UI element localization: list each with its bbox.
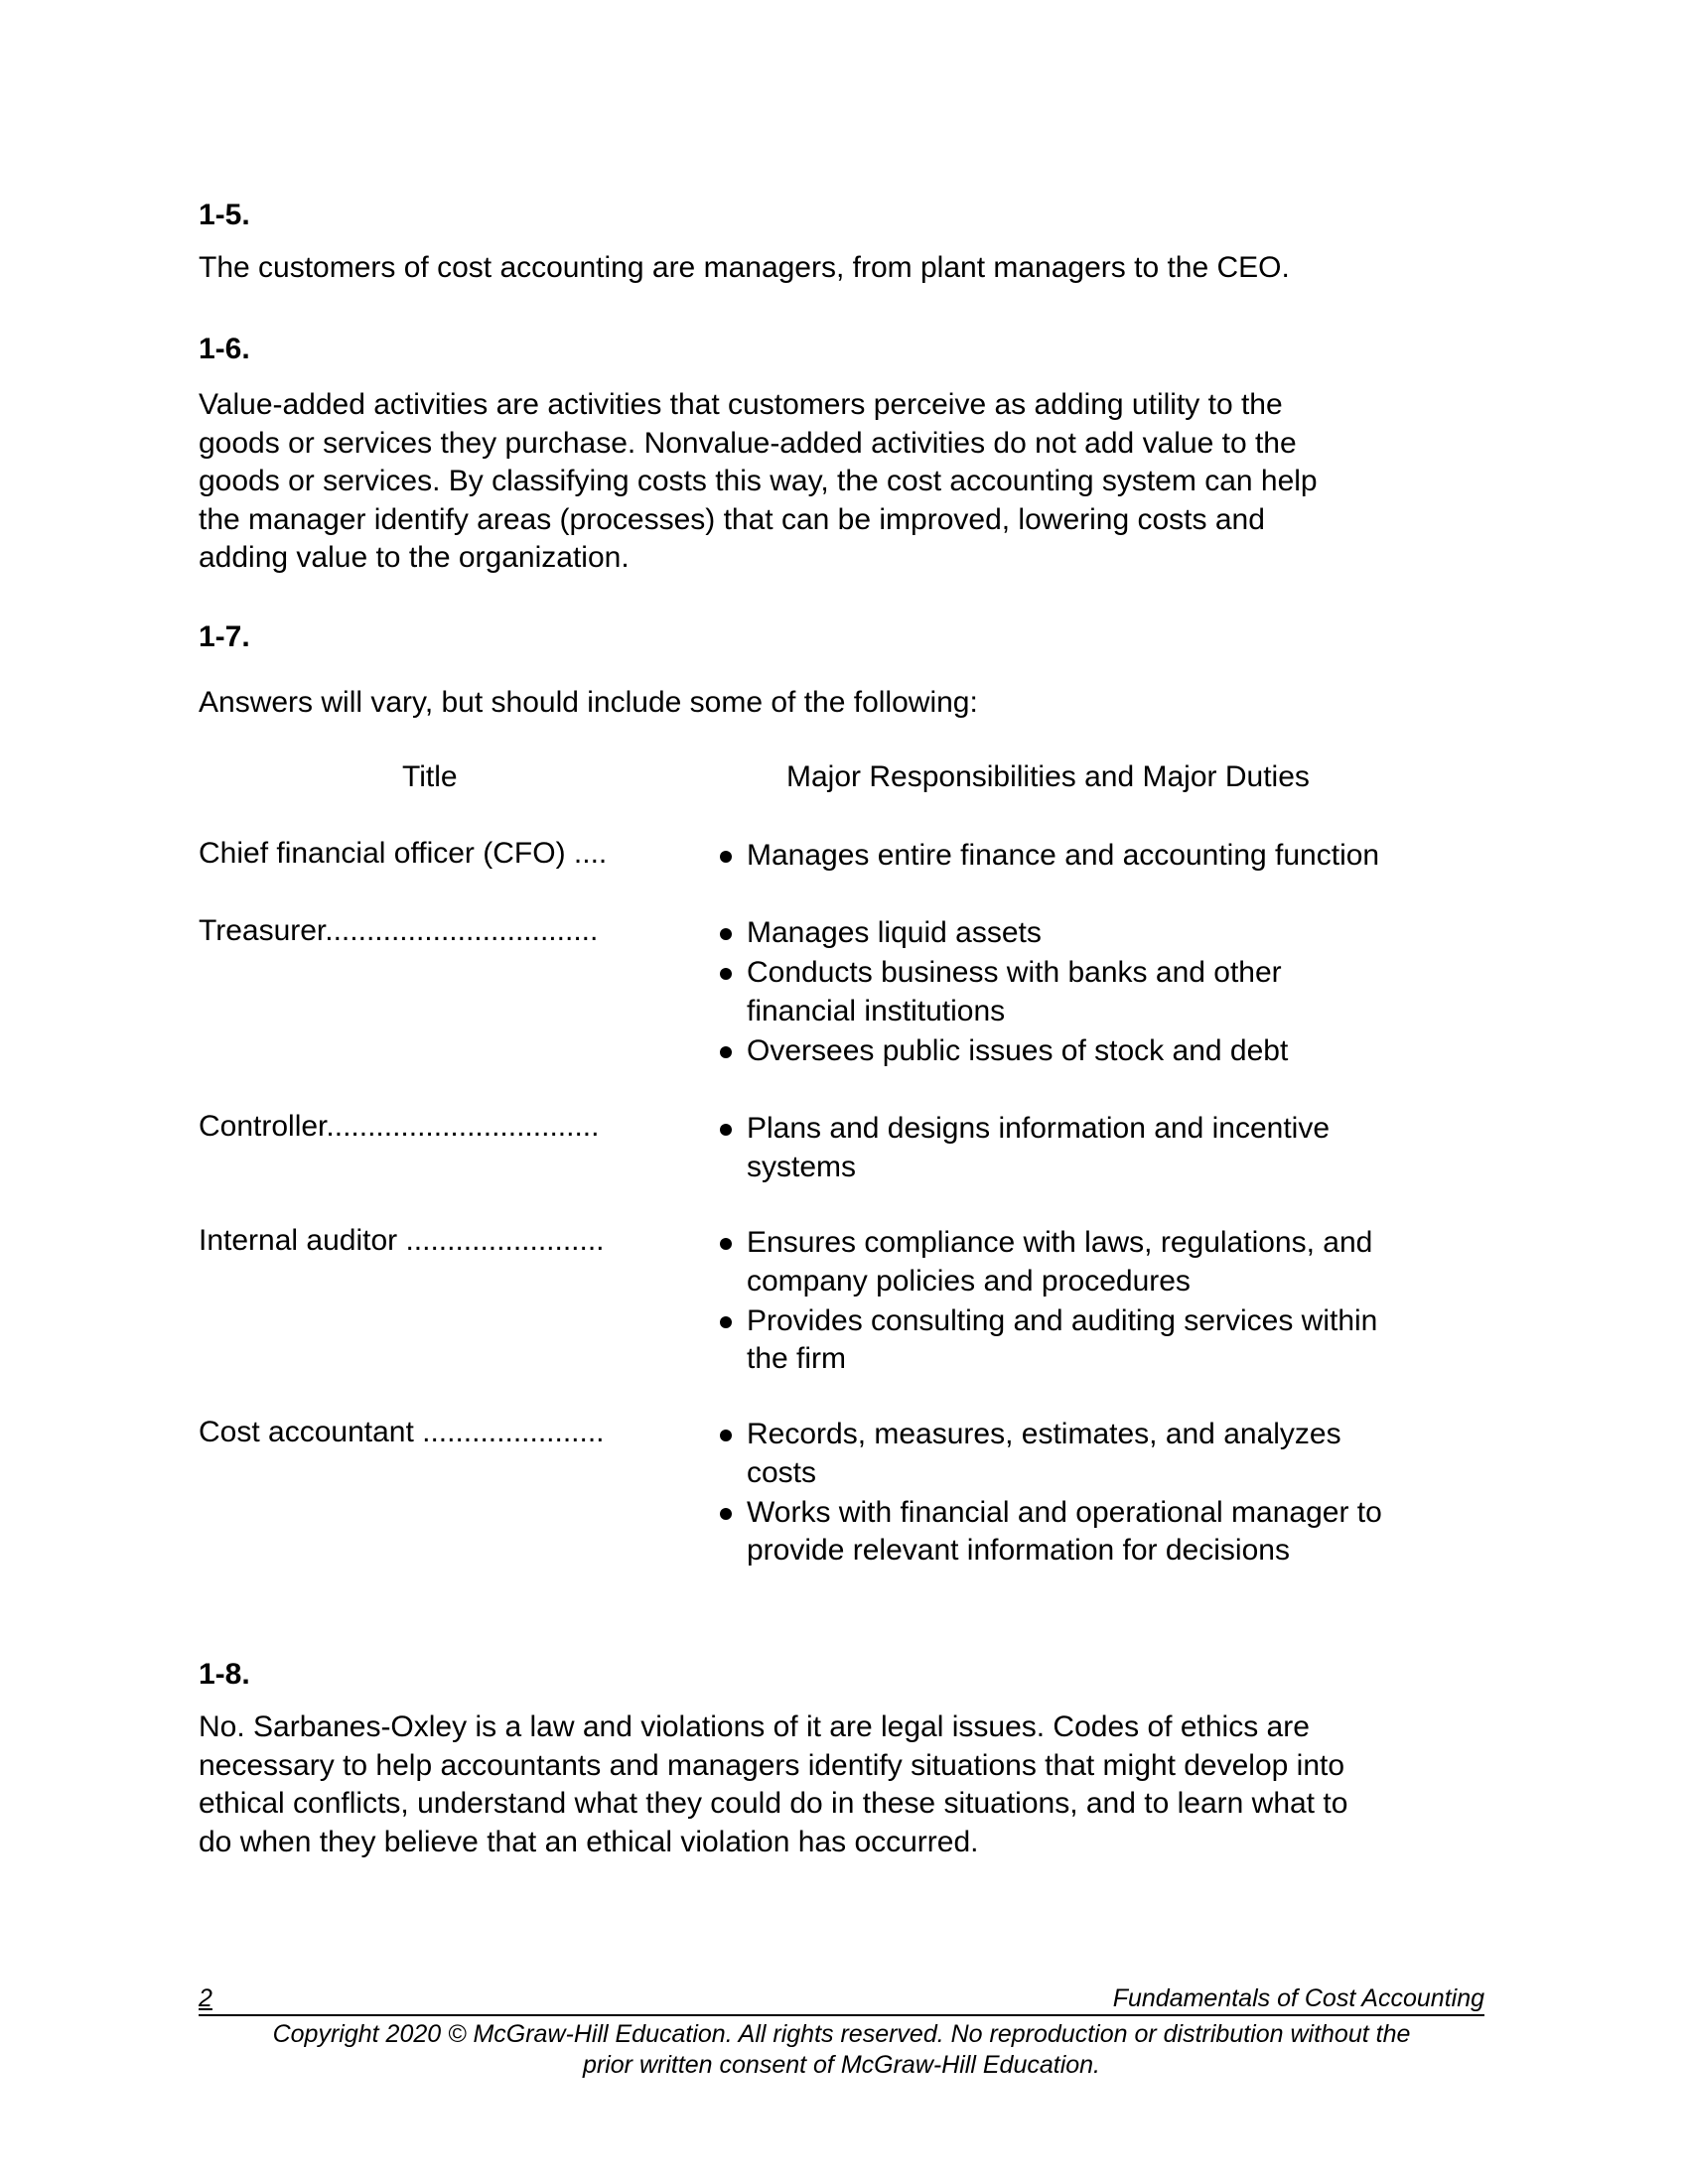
bullet-text: costs — [747, 1455, 817, 1489]
bullet-text: Works with financial and operational manager to — [747, 1495, 1382, 1529]
list-item — [720, 837, 1379, 876]
bullet-text: the firm — [747, 1342, 847, 1375]
answer-1-5 — [199, 249, 1489, 288]
bullet-icon — [720, 1124, 732, 1136]
bullet-icon — [720, 1238, 732, 1250]
bullet-icon — [720, 851, 732, 863]
bullet-text: Oversees public issues of stock and debt — [747, 1033, 1289, 1067]
answer-1-8 — [199, 1708, 1489, 1861]
list-item — [720, 914, 1288, 953]
text-line: goods or services. By classifying costs this way, the cost accounting system can help — [199, 465, 1318, 497]
copyright-line: Copyright 2020 © McGraw-Hill Education. All rights reserved. No reproduction or distribution without the — [272, 2020, 1411, 2048]
list-item — [720, 1302, 1377, 1379]
bullet-icon — [720, 968, 732, 980]
list-item — [720, 1494, 1382, 1570]
text-line: necessary to help accountants and managers identify situations that might develop into — [199, 1748, 1345, 1782]
role-title-cost-accountant: Cost accountant ...................... — [199, 1416, 605, 1448]
bullet-icon — [720, 1430, 732, 1441]
role-title-controller: Controller................................. — [199, 1110, 600, 1143]
role-duties-treasurer — [720, 914, 1288, 1072]
list-item — [720, 1032, 1288, 1071]
page-number: 2 — [199, 1984, 212, 2012]
text-line: No. Sarbanes-Oxley is a law and violations of it are legal issues. Codes of ethics are — [199, 1710, 1310, 1743]
bullet-text: Conducts business with banks and other — [747, 956, 1282, 989]
text-line: goods or services they purchase. Nonvalue-added activities do not add value to the — [199, 426, 1297, 460]
copyright-line: prior written consent of McGraw-Hill Education. — [582, 2051, 1101, 2079]
text-line: the manager identify areas (processes) that can be improved, lowering costs and — [199, 502, 1265, 536]
text-line: do when they believe that an ethical violation has occurred. — [199, 1825, 979, 1858]
bullet-text: Manages liquid assets — [747, 916, 1042, 949]
bullet-text: company policies and procedures — [747, 1264, 1191, 1297]
list-item — [720, 1224, 1377, 1300]
role-duties-internal-auditor — [720, 1224, 1377, 1380]
question-number-1-7: 1-7. — [199, 620, 250, 653]
copyright-notice — [199, 2019, 1484, 2081]
list-item — [720, 954, 1288, 1030]
footer-divider — [199, 2014, 1484, 2016]
question-number-1-6: 1-6. — [199, 333, 250, 365]
bullet-icon — [720, 928, 732, 940]
bullet-text: provide relevant information for decisions — [747, 1534, 1290, 1567]
column-header-title: Title — [402, 760, 458, 793]
question-number-1-5: 1-5. — [199, 199, 250, 231]
column-header-duties: Major Responsibilities and Major Duties — [786, 760, 1310, 793]
role-title-internal-auditor: Internal auditor ........................ — [199, 1224, 605, 1257]
role-title-treasurer: Treasurer................................. — [199, 914, 599, 947]
bullet-text: systems — [747, 1150, 857, 1183]
role-duties-cfo — [720, 837, 1379, 877]
bullet-icon — [720, 1046, 732, 1058]
text-line: The customers of cost accounting are managers, from plant managers to the CEO. — [199, 251, 1290, 284]
bullet-text: Manages entire finance and accounting function — [747, 839, 1380, 872]
text-line: adding value to the organization. — [199, 541, 630, 574]
book-title: Fundamentals of Cost Accounting — [1112, 1984, 1484, 2012]
bullet-text: financial institutions — [747, 994, 1006, 1027]
bullet-text: Records, measures, estimates, and analyzes — [747, 1418, 1341, 1450]
text-line: Answers will vary, but should include some of the following: — [199, 686, 978, 719]
bullet-text: Ensures compliance with laws, regulations, and — [747, 1226, 1373, 1259]
bullet-icon — [720, 1508, 732, 1520]
list-item — [720, 1416, 1382, 1492]
bullet-text: Provides consulting and auditing services within — [747, 1303, 1378, 1337]
bullet-icon — [720, 1316, 732, 1328]
question-number-1-8: 1-8. — [199, 1658, 250, 1691]
answer-1-6 — [199, 386, 1489, 578]
list-item — [720, 1110, 1330, 1186]
text-line: ethical conflicts, understand what they could do in these situations, and to learn what to — [199, 1787, 1348, 1820]
role-duties-controller — [720, 1110, 1330, 1188]
role-duties-cost-accountant — [720, 1416, 1382, 1571]
answer-1-7-intro — [199, 684, 1489, 723]
text-line: Value-added activities are activities that customers perceive as adding utility to the — [199, 388, 1283, 421]
role-title-cfo: Chief financial officer (CFO) .... — [199, 837, 608, 870]
bullet-text: Plans and designs information and incentive — [747, 1112, 1331, 1145]
